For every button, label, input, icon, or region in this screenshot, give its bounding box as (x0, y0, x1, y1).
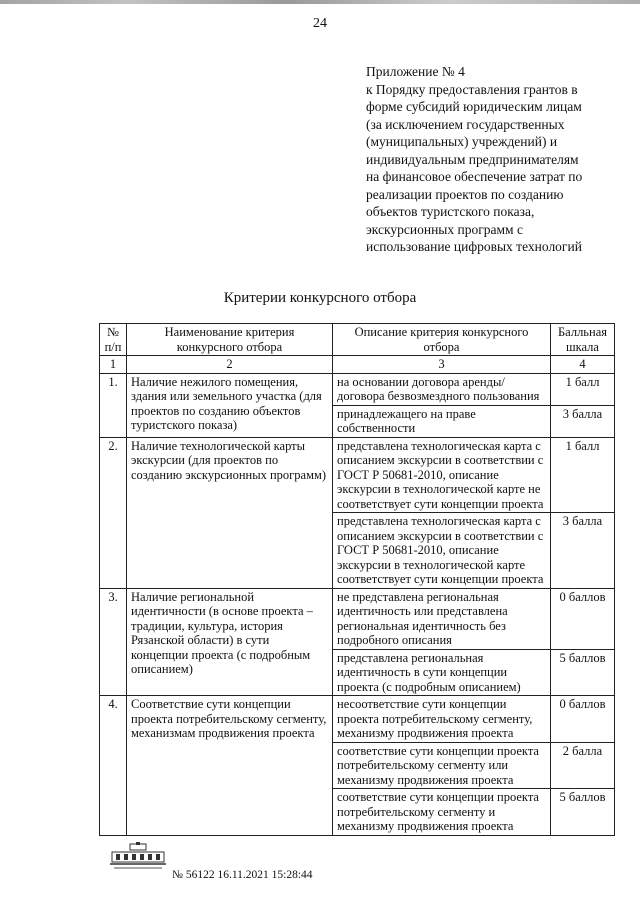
criterion-option: не представлена региональная идентичность или представлена региональная идентичность без подробного описания (333, 588, 551, 649)
building-logo-icon (108, 842, 168, 874)
row-num: 3. (100, 588, 127, 696)
document-title: Критерии конкурсного отбора (223, 290, 417, 306)
table-row (100, 696, 615, 743)
criterion-name: Наличие региональной идентичности (в основе проекта – традиции, культура, история Рязанской области) в сути концепции проекта (с подробным описанием) (127, 588, 333, 696)
criterion-name: Соответствие сути концепции проекта потребительскому сегменту, механизмам продвижения проекта (127, 696, 333, 836)
col-number: 4 (551, 356, 615, 374)
criterion-option: несоответствие сути концепции проекта потребительскому сегменту, механизму продвижения проекта (333, 696, 551, 743)
appendix-line: объектов туристского показа, (366, 204, 535, 219)
appendix-header (366, 63, 616, 256)
appendix-line: (муниципальных) учреждений) и (366, 134, 558, 149)
appendix-line: к Порядку предоставления грантов в (366, 81, 578, 97)
page-number: 24 (313, 16, 327, 31)
criterion-option: представлена региональная идентичность в сути концепции проекта (с подробным описанием) (333, 649, 551, 696)
criterion-option: принадлежащего на праве собственности (333, 405, 551, 437)
col-number: 3 (333, 356, 551, 374)
appendix-line: экскурсионных программ с (366, 221, 523, 237)
header-num: № п/п (100, 324, 127, 356)
criterion-option: соответствие сути концепции проекта потребительскому сегменту и механизму продвижения проекта (333, 789, 551, 836)
header-name: Наименование критерия конкурсного отбора (127, 324, 333, 356)
col-number: 2 (127, 356, 333, 374)
criteria-table (99, 323, 615, 836)
document-stamp: № 56122 16.11.2021 15:28:44 (172, 869, 313, 881)
option-score: 1 балл (551, 373, 615, 405)
appendix-line: реализации проектов по созданию (366, 186, 564, 202)
option-score: 1 балл (551, 437, 615, 513)
appendix-line: использование цифровых технологий (366, 239, 582, 254)
table-header-row (100, 324, 615, 356)
appendix-line: индивидуальным предпринимателям (366, 151, 579, 167)
option-score: 0 баллов (551, 696, 615, 743)
option-score: 2 балла (551, 742, 615, 789)
table-row (100, 588, 615, 649)
criterion-name: Наличие нежилого помещения, здания или земельного участка (для проектов по созданию объектов туристского показа) (127, 373, 333, 437)
header-description: Описание критерия конкурсного отбора (333, 324, 551, 356)
scan-edge (0, 0, 640, 4)
column-number-row (100, 356, 615, 374)
appendix-line: Приложение № 4 (366, 64, 465, 79)
criterion-option: соответствие сути концепции проекта потребительскому сегменту или механизму продвижения проекта (333, 742, 551, 789)
row-num: 4. (100, 696, 127, 836)
criterion-option: представлена технологическая карта с описанием экскурсии в соответствии с ГОСТ Р 50681-2010, описание экскурсии в технологической карте не соответствует сути концепции проекта (333, 437, 551, 513)
row-num: 1. (100, 373, 127, 437)
appendix-line: (за исключением государственных (366, 116, 565, 132)
criterion-option: на основании договора аренды/ договора безвозмездного пользования (333, 373, 551, 405)
appendix-line: на финансовое обеспечение затрат по (366, 169, 583, 184)
option-score: 0 баллов (551, 588, 615, 649)
table-row (100, 373, 615, 405)
criterion-name: Наличие технологической карты экскурсии (для проектов по созданию экскурсионных программ) (127, 437, 333, 588)
appendix-line: форме субсидий юридическим лицам (366, 99, 582, 114)
row-num: 2. (100, 437, 127, 588)
option-score: 5 баллов (551, 649, 615, 696)
header-score: Балльная шкала (551, 324, 615, 356)
option-score: 3 балла (551, 513, 615, 589)
option-score: 3 балла (551, 405, 615, 437)
option-score: 5 баллов (551, 789, 615, 836)
table-row (100, 437, 615, 513)
col-number: 1 (100, 356, 127, 374)
criterion-option: представлена технологическая карта с описанием экскурсии в соответствии с ГОСТ Р 50681-2010, описание экскурсии в технологической карте соответствует сути концепции проекта (333, 513, 551, 589)
